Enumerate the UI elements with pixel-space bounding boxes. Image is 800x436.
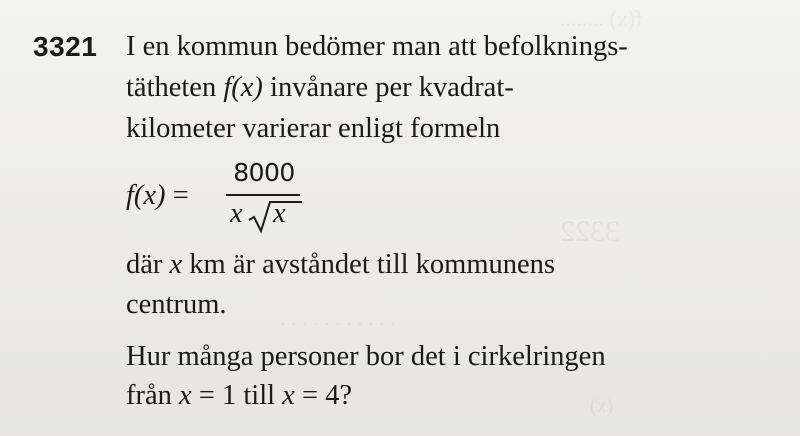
question-line-2	[126, 378, 352, 414]
formula-fx: f(x)	[126, 180, 166, 211]
denominator-x: x	[230, 198, 243, 229]
math-x: x	[169, 249, 183, 280]
formula-denominator	[230, 198, 302, 234]
text-segment: invånare per kvadrat-	[262, 72, 514, 103]
show-through-background: f(x) ........ 3322 . . . . . . . . . . . (x)	[280, 6, 643, 417]
formula-numerator: 8000	[233, 158, 295, 187]
problem-number: 3321	[33, 31, 98, 62]
math-fx: f(x)	[223, 72, 263, 103]
question-mark: ?	[339, 380, 353, 411]
math-x: x	[179, 380, 192, 411]
text-segment: tätheten	[126, 72, 224, 103]
fraction-bar	[226, 194, 300, 196]
text-segment: där	[126, 249, 170, 280]
formula-lhs	[126, 180, 189, 212]
text-segment: km är avståndet till kommunens	[182, 249, 555, 280]
math-x: x	[282, 380, 295, 411]
text-segment: från	[126, 380, 180, 411]
radicand-x: x	[273, 198, 286, 229]
problem-text-line-5: centrum.	[126, 289, 227, 320]
formula-equals: =	[165, 180, 189, 211]
problem-text-line-2	[126, 70, 514, 106]
problem-text-line-1: I en kommun bedömer man att befolknings-	[126, 31, 628, 62]
text-segment: = 4	[294, 380, 340, 411]
text-segment: = 1 till	[191, 380, 283, 411]
question-line-1: Hur många personer bor det i cirkelringen	[126, 341, 606, 372]
problem-text-line-3: kilometer varierar enligt formeln	[126, 113, 501, 144]
problem-text-line-4	[126, 247, 555, 283]
